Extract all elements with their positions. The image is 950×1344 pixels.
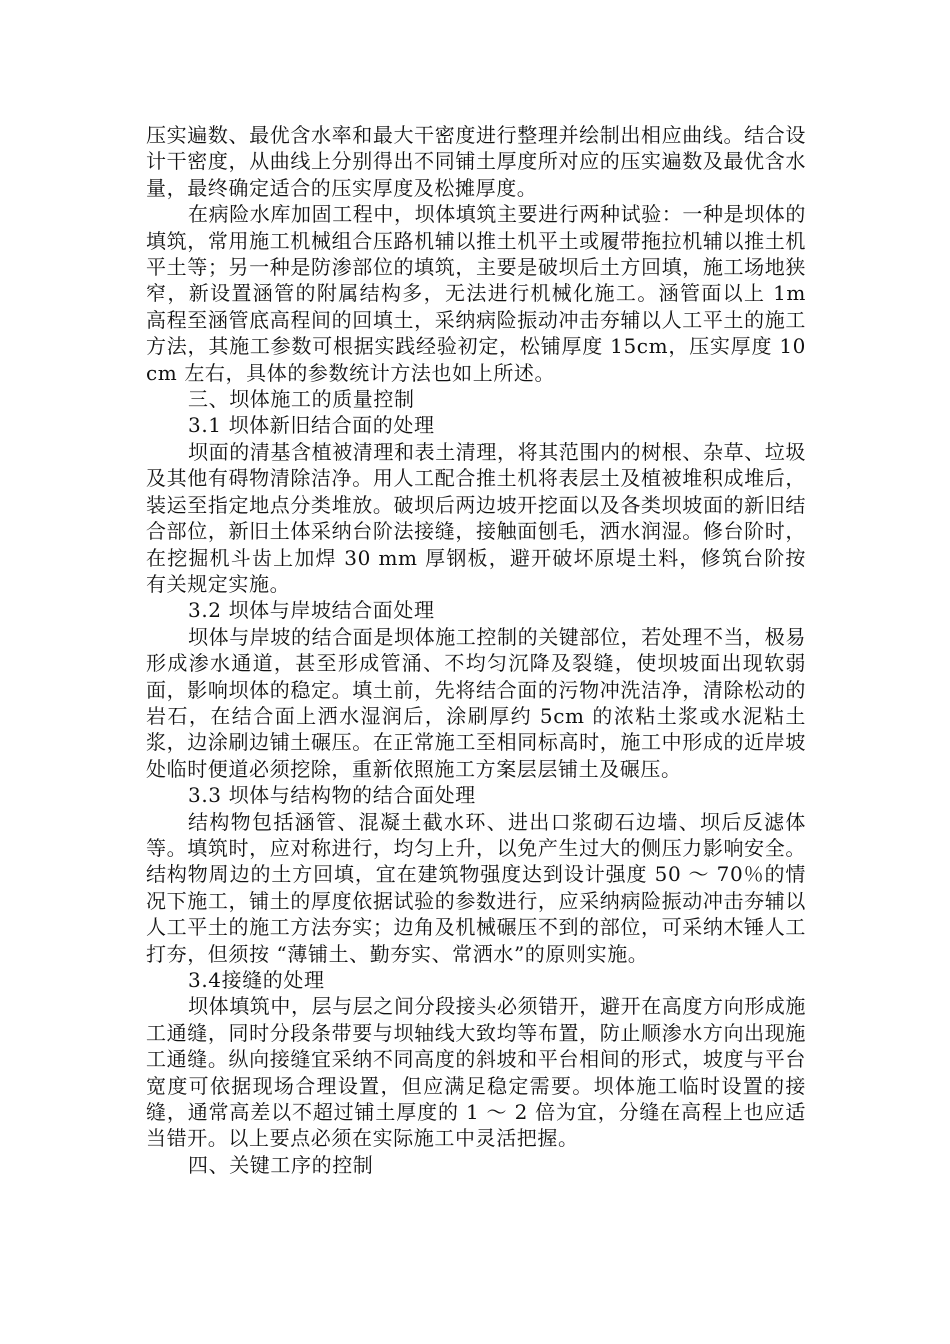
- subsection-heading-3-3: 3.3 坝体与结构物的结合面处理: [188, 783, 476, 808]
- document-page: [146, 122, 806, 1178]
- paragraph-3-4: 坝体填筑中，层与层之间分段接头必须错开，避开在高度方向形成施工通缝，同时分段条带要与坝轴线大致均等布置，防止顺渗水方向出现施工通缝。纵向接缝宜采纳不同高度的斜坡和平台相间的形式，坡度与平台宽度可依据现场合理设置，但应满足稳定需要。坝体施工临时设置的接缝，通常高差以不超过铺土厚度的 1 ～ 2 倍为宜，分缝在高程上也应适当错开。以上要点必须在实际施工中灵活把握。: [146, 994, 806, 1151]
- paragraph-3-1: 坝面的清基含植被清理和表土清理，将其范围内的树根、杂草、垃圾及其他有碍物清除洁净。用人工配合推土机将表层土及植被堆积成堆后，装运至指定地点分类堆放。破坝后两边坡开挖面以及各类坝坡面的新旧结合部位，新旧土体采纳台阶法接缝，接触面刨毛，洒水润湿。修台阶时，在挖掘机斗齿上加焊 30 mm 厚钢板，避开破坏原堤土料，修筑台阶按有关规定实施。: [146, 439, 806, 596]
- section-heading-4: 四、关键工序的控制: [188, 1152, 374, 1177]
- section-heading-3: 三、坝体施工的质量控制: [188, 387, 415, 412]
- subsection-heading-3-1: 3.1 坝体新旧结合面的处理: [188, 413, 435, 438]
- paragraph-2: 在病险水库加固工程中，坝体填筑主要进行两种试验：一种是坝体的填筑，常用施工机械组合压路机辅以推土机平土或履带拖拉机辅以推土机平土等；另一种是防渗部位的填筑，主要是破坝后土方回填，施工场地狭窄，新设置涵管的附属结构多，无法进行机械化施工。涵管面以上 1m 高程至涵管底高程间的回填土，采纳病险振动冲击夯辅以人工平土的施工方法，其施工参数可根据实践经验初定，松铺厚度 15cm，压实厚度 10cm 左右，具体的参数统计方法也如上所述。: [146, 202, 806, 385]
- paragraph-3-3: 结构物包括涵管、混凝土截水环、进出口浆砌石边墙、坝后反滤体等。填筑时，应对称进行，均匀上升，以免产生过大的侧压力影响安全。结构物周边的土方回填，宜在建筑物强度达到设计强度 50 ～ 70％的情况下施工，铺土的厚度依据试验的参数进行，应采纳病险振动冲击夯辅以人工平土的施工方法夯实；边角及机械碾压不到的部位，可采纳木锤人工打夯，但须按 “薄铺土、勤夯实、常洒水”的原则实施。: [146, 809, 806, 966]
- subsection-heading-3-2: 3.2 坝体与岸坡结合面处理: [188, 598, 435, 623]
- subsection-heading-3-4: 3.4接缝的处理: [188, 968, 325, 992]
- paragraph-3-2: 坝体与岸坡的结合面是坝体施工控制的关键部位，若处理不当，极易形成渗水通道，甚至形成管涌、不均匀沉降及裂缝，使坝坡面出现软弱面，影响坝体的稳定。填土前，先将结合面的污物冲洗洁净，清除松动的岩石，在结合面上洒水湿润后，涂刷厚约 5cm 的浓粘土浆或水泥粘土浆，边涂刷边铺土碾压。在正常施工至相同标高时，施工中形成的近岸坡处临时便道必须挖除，重新依照施工方案层层铺土及碾压。: [146, 624, 806, 781]
- paragraph-1: 压实遍数、最优含水率和最大干密度进行整理并绘制出相应曲线。结合设计干密度，从曲线上分别得出不同铺土厚度所对应的压实遍数及最优含水量，最终确定适合的压实厚度及松摊厚度。: [146, 123, 806, 200]
